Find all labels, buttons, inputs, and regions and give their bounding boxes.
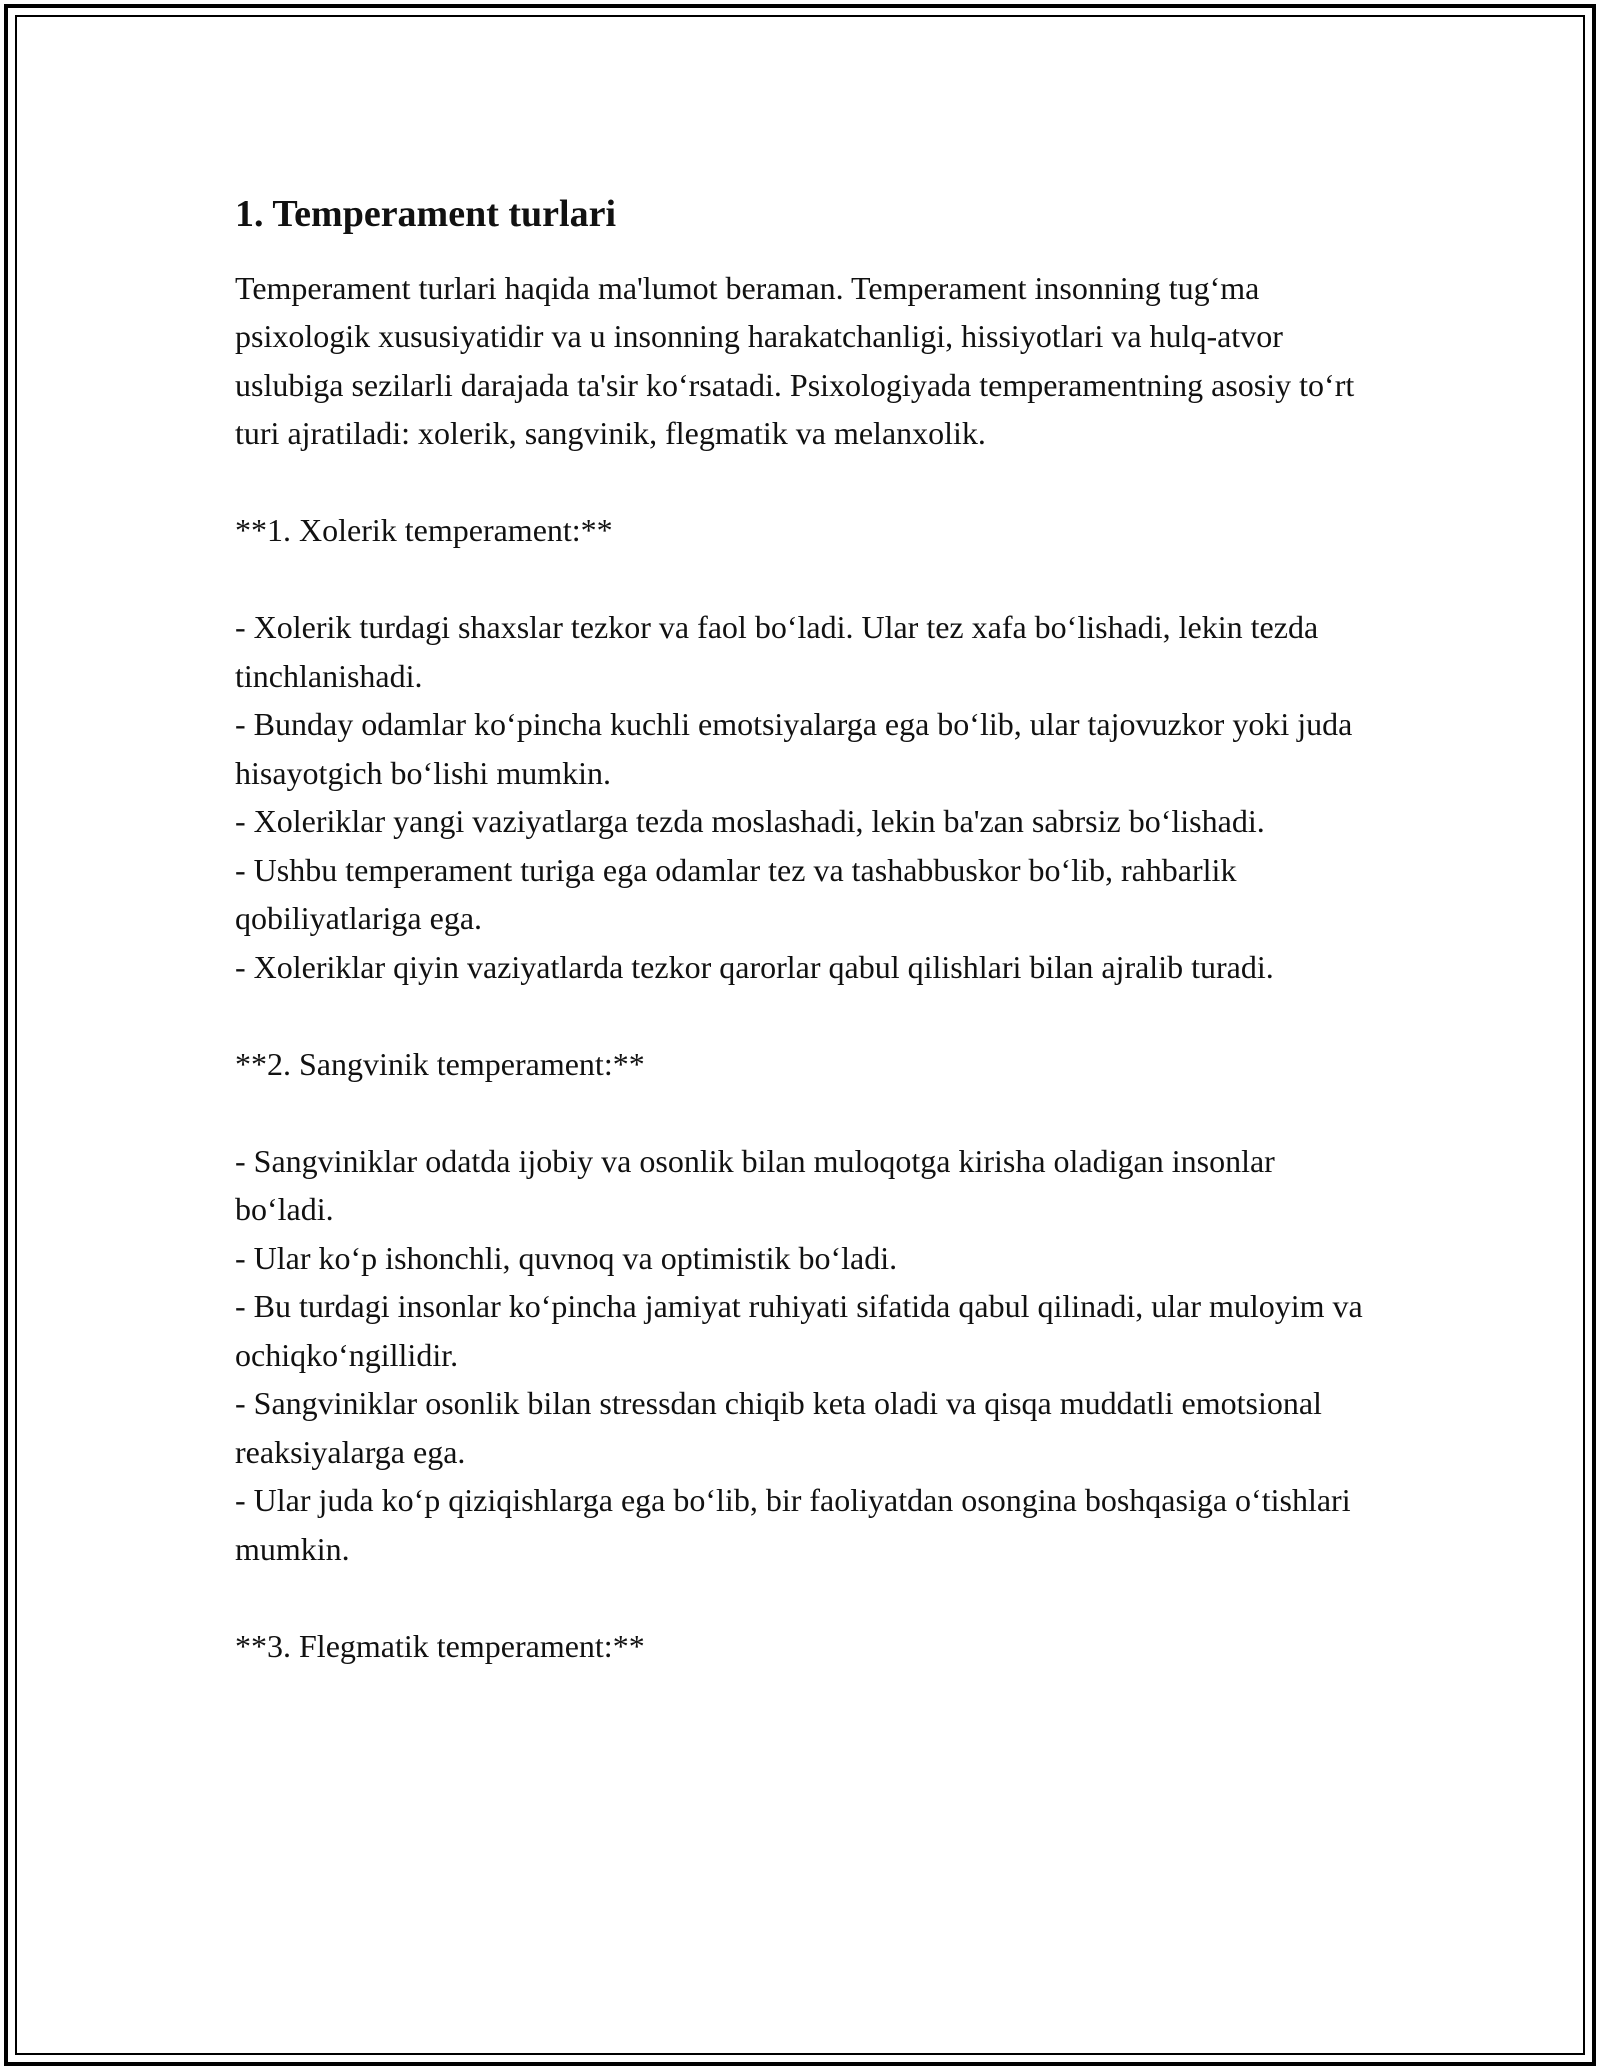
- list-item: - Sangviniklar osonlik bilan stressdan chiqib keta oladi va qisqa muddatli emotsional reaksiyalarga ega.: [235, 1385, 1322, 1470]
- list-item: - Xoleriklar yangi vaziyatlarga tezda moslashadi, lekin ba'zan sabrsiz bo‘lishadi.: [235, 803, 1265, 840]
- intro-paragraph: Temperament turlari haqida ma'lumot beraman. Temperament insonning tug‘ma psixologik xususiyatidir va u insonning harakatchanligi, hissiyotlari va hulq-atvor uslubiga sezilarli darajada ta'sir ko‘rsatadi. Psixologiyada temperamentning asosiy to‘rt turi ajratiladi: xolerik, sangvinik, flegmatik va melanxolik.: [235, 269, 1355, 452]
- list-item: - Xoleriklar qiyin vaziyatlarda tezkor qarorlar qabul qilishlari bilan ajralib turadi.: [235, 948, 1274, 985]
- list-item: - Bu turdagi insonlar ko‘pincha jamiyat ruhiyati sifatida qabul qilinadi, ular muloyim va ochiqko‘ngillidir.: [235, 1288, 1363, 1373]
- document-title: 1. Temperament turlari: [235, 193, 617, 235]
- section-heading: **2. Sangvinik temperament:**: [235, 1045, 645, 1082]
- list-item: - Bunday odamlar ko‘pincha kuchli emotsiyalarga ega bo‘lib, ular tajovuzkor yoki juda hisayotgich bo‘lishi mumkin.: [235, 706, 1353, 791]
- list-item: - Ular juda ko‘p qiziqishlarga ega bo‘lib, bir faoliyatdan osongina boshqasiga o‘tishlari mumkin.: [235, 1482, 1351, 1567]
- section-heading: **3. Flegmatik temperament:**: [235, 1627, 645, 1664]
- document-body: [235, 180, 1365, 1670]
- section-heading: **1. Xolerik temperament:**: [235, 512, 613, 549]
- list-item: - Sangviniklar odatda ijobiy va osonlik bilan muloqotga kirisha oladigan insonlar bo‘ladi.: [235, 1142, 1275, 1228]
- list-item: - Ular ko‘p ishonchli, quvnoq va optimistik bo‘ladi.: [235, 1239, 898, 1276]
- list-item: - Ushbu temperament turiga ega odamlar tez va tashabbuskor bo‘lib, rahbarlik qobiliyatlariga ega.: [235, 851, 1237, 937]
- list-item: - Xolerik turdagi shaxslar tezkor va faol bo‘ladi. Ular tez xafa bo‘lishadi, lekin tezda tinchlanishadi.: [235, 609, 1319, 694]
